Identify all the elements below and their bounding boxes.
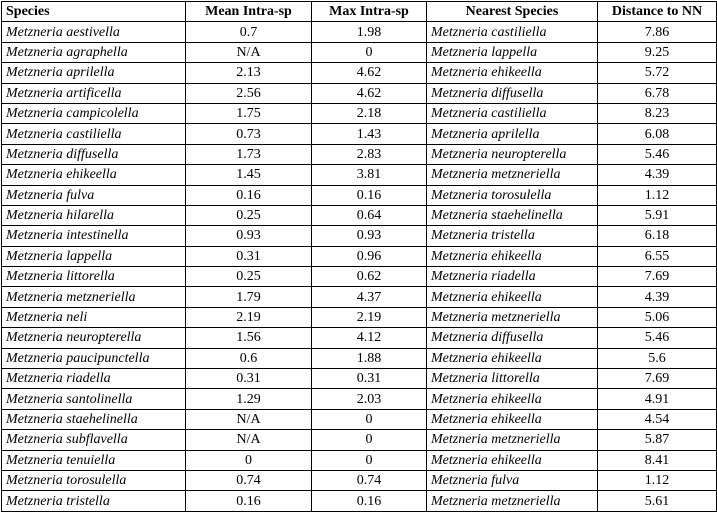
cell-distance-to-nn: 5.6 [598, 348, 717, 368]
cell-distance-to-nn: 4.54 [598, 409, 717, 429]
cell-distance-to-nn: 5.46 [598, 144, 717, 164]
table-row [2, 165, 717, 185]
cell-max-intra-sp: 2.18 [312, 103, 427, 123]
cell-max-intra-sp: 1.98 [312, 22, 427, 42]
table-row [2, 124, 717, 144]
cell-species: Metzneria hilarella [2, 205, 186, 225]
cell-species: Metzneria castiliella [2, 124, 186, 144]
header-max-intra-sp: Max Intra-sp [312, 2, 427, 22]
table-row [2, 267, 717, 287]
cell-nearest-species: Metzneria ehikeella [427, 409, 598, 429]
cell-mean-intra-sp: 1.73 [186, 144, 312, 164]
cell-distance-to-nn: 5.91 [598, 205, 717, 225]
cell-mean-intra-sp: 0 [186, 450, 312, 470]
cell-max-intra-sp: 0.31 [312, 369, 427, 389]
header-row [2, 2, 717, 22]
header-mean-intra-sp: Mean Intra-sp [186, 2, 312, 22]
cell-species: Metzneria littorella [2, 267, 186, 287]
cell-mean-intra-sp: 2.19 [186, 307, 312, 327]
cell-mean-intra-sp: 1.29 [186, 389, 312, 409]
table-row [2, 450, 717, 470]
cell-nearest-species: Metzneria metzneriella [427, 307, 598, 327]
cell-nearest-species: Metzneria ehikeella [427, 348, 598, 368]
cell-max-intra-sp: 2.83 [312, 144, 427, 164]
cell-species: Metzneria neuropterella [2, 328, 186, 348]
cell-nearest-species: Metzneria castiliella [427, 103, 598, 123]
cell-species: Metzneria artificella [2, 83, 186, 103]
cell-nearest-species: Metzneria ehikeella [427, 287, 598, 307]
cell-mean-intra-sp: 1.79 [186, 287, 312, 307]
cell-distance-to-nn: 5.06 [598, 307, 717, 327]
header-species: Species [2, 2, 186, 22]
table-row [2, 470, 717, 490]
cell-nearest-species: Metzneria lappella [427, 42, 598, 62]
cell-species: Metzneria subflavella [2, 430, 186, 450]
cell-nearest-species: Metzneria diffusella [427, 83, 598, 103]
cell-distance-to-nn: 1.12 [598, 185, 717, 205]
species-distance-table [1, 1, 717, 512]
cell-nearest-species: Metzneria castiliella [427, 22, 598, 42]
cell-species: Metzneria aprilella [2, 63, 186, 83]
table-row [2, 348, 717, 368]
cell-species: Metzneria paucipunctella [2, 348, 186, 368]
cell-species: Metzneria aestivella [2, 22, 186, 42]
table-row [2, 328, 717, 348]
table-row [2, 144, 717, 164]
cell-mean-intra-sp: 0.74 [186, 470, 312, 490]
cell-distance-to-nn: 4.39 [598, 287, 717, 307]
table-row [2, 287, 717, 307]
cell-species: Metzneria staehelinella [2, 409, 186, 429]
cell-mean-intra-sp: 2.56 [186, 83, 312, 103]
cell-nearest-species: Metzneria diffusella [427, 328, 598, 348]
cell-max-intra-sp: 4.37 [312, 287, 427, 307]
cell-max-intra-sp: 0 [312, 42, 427, 62]
cell-distance-to-nn: 4.91 [598, 389, 717, 409]
cell-distance-to-nn: 7.69 [598, 267, 717, 287]
cell-mean-intra-sp: 1.75 [186, 103, 312, 123]
table-row [2, 389, 717, 409]
table-row [2, 369, 717, 389]
cell-mean-intra-sp: 0.25 [186, 205, 312, 225]
cell-distance-to-nn: 7.69 [598, 369, 717, 389]
cell-max-intra-sp: 0 [312, 450, 427, 470]
table-row [2, 83, 717, 103]
cell-distance-to-nn: 9.25 [598, 42, 717, 62]
table-row [2, 22, 717, 42]
cell-species: Metzneria fulva [2, 185, 186, 205]
cell-max-intra-sp: 4.62 [312, 63, 427, 83]
cell-nearest-species: Metzneria riadella [427, 267, 598, 287]
cell-distance-to-nn: 4.39 [598, 165, 717, 185]
cell-species: Metzneria lappella [2, 246, 186, 266]
table-row [2, 205, 717, 225]
table-row [2, 63, 717, 83]
table-row [2, 246, 717, 266]
cell-species: Metzneria campicolella [2, 103, 186, 123]
cell-nearest-species: Metzneria ehikeella [427, 63, 598, 83]
cell-species: Metzneria tenuiella [2, 450, 186, 470]
table-row [2, 409, 717, 429]
cell-distance-to-nn: 6.08 [598, 124, 717, 144]
header-nearest-species: Nearest Species [427, 2, 598, 22]
cell-max-intra-sp: 0 [312, 409, 427, 429]
cell-max-intra-sp: 0.64 [312, 205, 427, 225]
cell-nearest-species: Metzneria ehikeella [427, 389, 598, 409]
cell-distance-to-nn: 5.72 [598, 63, 717, 83]
table-row [2, 491, 717, 511]
cell-max-intra-sp: 1.43 [312, 124, 427, 144]
table-row [2, 103, 717, 123]
cell-mean-intra-sp: 0.16 [186, 491, 312, 511]
cell-distance-to-nn: 5.61 [598, 491, 717, 511]
cell-max-intra-sp: 4.12 [312, 328, 427, 348]
cell-max-intra-sp: 0.62 [312, 267, 427, 287]
cell-distance-to-nn: 6.18 [598, 226, 717, 246]
cell-max-intra-sp: 0.16 [312, 491, 427, 511]
cell-mean-intra-sp: 0.25 [186, 267, 312, 287]
cell-species: Metzneria neli [2, 307, 186, 327]
cell-distance-to-nn: 7.86 [598, 22, 717, 42]
cell-mean-intra-sp: 0.93 [186, 226, 312, 246]
cell-species: Metzneria riadella [2, 369, 186, 389]
cell-distance-to-nn: 6.78 [598, 83, 717, 103]
cell-mean-intra-sp: 1.56 [186, 328, 312, 348]
header-distance-to-nn: Distance to NN [598, 2, 717, 22]
table-body [2, 22, 717, 511]
cell-mean-intra-sp: 0.31 [186, 369, 312, 389]
cell-mean-intra-sp: N/A [186, 42, 312, 62]
cell-mean-intra-sp: N/A [186, 430, 312, 450]
cell-max-intra-sp: 2.03 [312, 389, 427, 409]
cell-species: Metzneria torosulella [2, 470, 186, 490]
cell-nearest-species: Metzneria neuropterella [427, 144, 598, 164]
cell-mean-intra-sp: 0.7 [186, 22, 312, 42]
cell-max-intra-sp: 1.88 [312, 348, 427, 368]
cell-species: Metzneria tristella [2, 491, 186, 511]
cell-distance-to-nn: 8.41 [598, 450, 717, 470]
cell-max-intra-sp: 0 [312, 430, 427, 450]
cell-mean-intra-sp: 1.45 [186, 165, 312, 185]
cell-nearest-species: Metzneria metzneriella [427, 165, 598, 185]
cell-distance-to-nn: 8.23 [598, 103, 717, 123]
cell-nearest-species: Metzneria metzneriella [427, 430, 598, 450]
cell-max-intra-sp: 3.81 [312, 165, 427, 185]
cell-distance-to-nn: 5.46 [598, 328, 717, 348]
cell-mean-intra-sp: 0.73 [186, 124, 312, 144]
cell-mean-intra-sp: 0.6 [186, 348, 312, 368]
cell-max-intra-sp: 0.74 [312, 470, 427, 490]
cell-species: Metzneria ehikeella [2, 165, 186, 185]
cell-nearest-species: Metzneria ehikeella [427, 450, 598, 470]
cell-distance-to-nn: 5.87 [598, 430, 717, 450]
cell-nearest-species: Metzneria torosulella [427, 185, 598, 205]
cell-nearest-species: Metzneria metzneriella [427, 491, 598, 511]
cell-nearest-species: Metzneria tristella [427, 226, 598, 246]
cell-max-intra-sp: 0.93 [312, 226, 427, 246]
table-row [2, 226, 717, 246]
cell-mean-intra-sp: 0.31 [186, 246, 312, 266]
table-row [2, 42, 717, 62]
cell-max-intra-sp: 0.96 [312, 246, 427, 266]
cell-mean-intra-sp: N/A [186, 409, 312, 429]
cell-max-intra-sp: 2.19 [312, 307, 427, 327]
cell-nearest-species: Metzneria staehelinella [427, 205, 598, 225]
table-row [2, 307, 717, 327]
cell-species: Metzneria metzneriella [2, 287, 186, 307]
cell-species: Metzneria diffusella [2, 144, 186, 164]
cell-distance-to-nn: 6.55 [598, 246, 717, 266]
cell-mean-intra-sp: 2.13 [186, 63, 312, 83]
cell-distance-to-nn: 1.12 [598, 470, 717, 490]
cell-max-intra-sp: 4.62 [312, 83, 427, 103]
cell-nearest-species: Metzneria aprilella [427, 124, 598, 144]
table-row [2, 185, 717, 205]
table-row [2, 430, 717, 450]
cell-species: Metzneria agraphella [2, 42, 186, 62]
cell-nearest-species: Metzneria littorella [427, 369, 598, 389]
cell-mean-intra-sp: 0.16 [186, 185, 312, 205]
cell-species: Metzneria intestinella [2, 226, 186, 246]
cell-nearest-species: Metzneria ehikeella [427, 246, 598, 266]
cell-species: Metzneria santolinella [2, 389, 186, 409]
cell-nearest-species: Metzneria fulva [427, 470, 598, 490]
cell-max-intra-sp: 0.16 [312, 185, 427, 205]
